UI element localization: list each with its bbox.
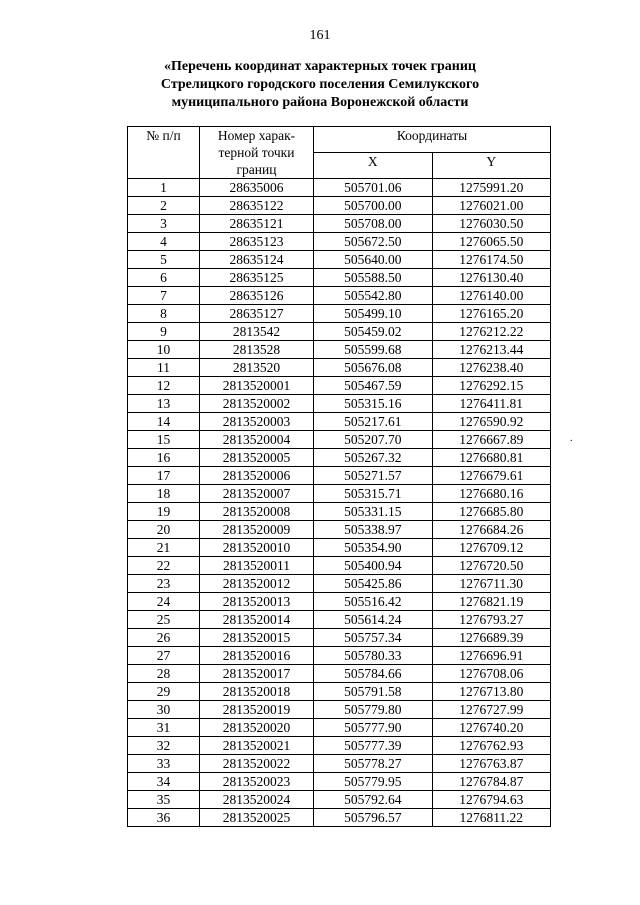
point-number-cell: 2813520018 xyxy=(200,683,314,701)
table-row xyxy=(128,287,551,305)
row-number-cell: 4 xyxy=(128,233,200,251)
point-number-cell: 28635126 xyxy=(200,287,314,305)
x-coordinate-cell: 505499.10 xyxy=(314,305,433,323)
table-row xyxy=(128,521,551,539)
x-coordinate-cell: 505425.86 xyxy=(314,575,433,593)
y-coordinate-cell: 1276794.63 xyxy=(432,791,551,809)
table-row xyxy=(128,341,551,359)
table-row xyxy=(128,629,551,647)
table-row xyxy=(128,773,551,791)
table-row xyxy=(128,593,551,611)
table-row xyxy=(128,755,551,773)
row-number-cell: 21 xyxy=(128,539,200,557)
y-coordinate-cell: 1276713.80 xyxy=(432,683,551,701)
row-number-cell: 29 xyxy=(128,683,200,701)
point-number-cell: 28635122 xyxy=(200,197,314,215)
point-number-cell: 28635121 xyxy=(200,215,314,233)
row-number-cell: 12 xyxy=(128,377,200,395)
header-point-line: границ xyxy=(236,162,277,177)
row-number-cell: 26 xyxy=(128,629,200,647)
row-number-cell: 15 xyxy=(128,431,200,449)
row-number-cell: 22 xyxy=(128,557,200,575)
row-number-cell: 8 xyxy=(128,305,200,323)
table-row xyxy=(128,449,551,467)
table-row xyxy=(128,701,551,719)
x-coordinate-cell: 505779.95 xyxy=(314,773,433,791)
y-coordinate-cell: 1276709.12 xyxy=(432,539,551,557)
point-number-cell: 2813520009 xyxy=(200,521,314,539)
point-number-cell: 2813520010 xyxy=(200,539,314,557)
row-number-cell: 19 xyxy=(128,503,200,521)
x-coordinate-cell: 505315.71 xyxy=(314,485,433,503)
x-coordinate-cell: 505780.33 xyxy=(314,647,433,665)
point-number-cell: 2813520012 xyxy=(200,575,314,593)
table-body xyxy=(128,179,551,827)
x-coordinate-cell: 505354.90 xyxy=(314,539,433,557)
y-coordinate-cell: 1276684.26 xyxy=(432,521,551,539)
point-number-cell: 2813528 xyxy=(200,341,314,359)
table-row xyxy=(128,647,551,665)
y-coordinate-cell: 1276667.89 xyxy=(432,431,551,449)
table-row xyxy=(128,809,551,827)
row-number-cell: 3 xyxy=(128,215,200,233)
x-coordinate-cell: 505331.15 xyxy=(314,503,433,521)
y-coordinate-cell: 1276140.00 xyxy=(432,287,551,305)
table-row xyxy=(128,215,551,233)
point-number-cell: 2813520017 xyxy=(200,665,314,683)
header-point-number xyxy=(200,127,314,179)
table-row xyxy=(128,791,551,809)
point-number-cell: 2813520008 xyxy=(200,503,314,521)
row-number-cell: 28 xyxy=(128,665,200,683)
point-number-cell: 2813520013 xyxy=(200,593,314,611)
title-line-1: «Перечень координат характерных точек границ xyxy=(164,59,476,74)
row-number-cell: 35 xyxy=(128,791,200,809)
y-coordinate-cell: 1276685.80 xyxy=(432,503,551,521)
y-coordinate-cell: 1276679.61 xyxy=(432,467,551,485)
row-number-cell: 11 xyxy=(128,359,200,377)
table-row xyxy=(128,431,551,449)
row-number-cell: 34 xyxy=(128,773,200,791)
point-number-cell: 2813520024 xyxy=(200,791,314,809)
row-number-cell: 33 xyxy=(128,755,200,773)
y-coordinate-cell: 1276130.40 xyxy=(432,269,551,287)
point-number-cell: 2813520003 xyxy=(200,413,314,431)
point-number-cell: 28635127 xyxy=(200,305,314,323)
row-number-cell: 18 xyxy=(128,485,200,503)
coordinates-table xyxy=(127,126,551,827)
y-coordinate-cell: 1276174.50 xyxy=(432,251,551,269)
row-number-cell: 31 xyxy=(128,719,200,737)
header-y: Y xyxy=(432,153,551,179)
row-number-cell: 24 xyxy=(128,593,200,611)
point-number-cell: 2813520004 xyxy=(200,431,314,449)
y-coordinate-cell: 1276030.50 xyxy=(432,215,551,233)
row-number-cell: 32 xyxy=(128,737,200,755)
point-number-cell: 2813542 xyxy=(200,323,314,341)
stray-dot: . xyxy=(570,433,573,444)
header-x: X xyxy=(314,153,433,179)
y-coordinate-cell: 1276021.00 xyxy=(432,197,551,215)
y-coordinate-cell: 1276763.87 xyxy=(432,755,551,773)
y-coordinate-cell: 1276740.20 xyxy=(432,719,551,737)
x-coordinate-cell: 505267.32 xyxy=(314,449,433,467)
table-row xyxy=(128,503,551,521)
header-point-line: терной точки xyxy=(218,145,295,160)
header-point-line: Номер харак- xyxy=(217,128,296,143)
point-number-cell: 2813520002 xyxy=(200,395,314,413)
row-number-cell: 27 xyxy=(128,647,200,665)
x-coordinate-cell: 505315.16 xyxy=(314,395,433,413)
y-coordinate-cell: 1276720.50 xyxy=(432,557,551,575)
row-number-cell: 14 xyxy=(128,413,200,431)
point-number-cell: 2813520023 xyxy=(200,773,314,791)
point-number-cell: 2813520015 xyxy=(200,629,314,647)
y-coordinate-cell: 1276708.06 xyxy=(432,665,551,683)
x-coordinate-cell: 505676.08 xyxy=(314,359,433,377)
table-row xyxy=(128,413,551,431)
table-row xyxy=(128,305,551,323)
point-number-cell: 2813520021 xyxy=(200,737,314,755)
x-coordinate-cell: 505796.57 xyxy=(314,809,433,827)
x-coordinate-cell: 505588.50 xyxy=(314,269,433,287)
y-coordinate-cell: 1276165.20 xyxy=(432,305,551,323)
table-row xyxy=(128,197,551,215)
x-coordinate-cell: 505400.94 xyxy=(314,557,433,575)
point-number-cell: 2813520014 xyxy=(200,611,314,629)
x-coordinate-cell: 505779.80 xyxy=(314,701,433,719)
point-number-cell: 28635124 xyxy=(200,251,314,269)
y-coordinate-cell: 1276065.50 xyxy=(432,233,551,251)
x-coordinate-cell: 505672.50 xyxy=(314,233,433,251)
point-number-cell: 2813520011 xyxy=(200,557,314,575)
row-number-cell: 25 xyxy=(128,611,200,629)
x-coordinate-cell: 505784.66 xyxy=(314,665,433,683)
table-row xyxy=(128,323,551,341)
x-coordinate-cell: 505599.68 xyxy=(314,341,433,359)
x-coordinate-cell: 505207.70 xyxy=(314,431,433,449)
x-coordinate-cell: 505778.27 xyxy=(314,755,433,773)
x-coordinate-cell: 505792.64 xyxy=(314,791,433,809)
point-number-cell: 2813520022 xyxy=(200,755,314,773)
table-row xyxy=(128,485,551,503)
page-number: 161 xyxy=(309,28,331,43)
x-coordinate-cell: 505467.59 xyxy=(314,377,433,395)
x-coordinate-cell: 505271.57 xyxy=(314,467,433,485)
x-coordinate-cell: 505757.34 xyxy=(314,629,433,647)
y-coordinate-cell: 1276689.39 xyxy=(432,629,551,647)
table-row xyxy=(128,179,551,197)
point-number-cell: 2813520 xyxy=(200,359,314,377)
title-line-2: Стрелицкого городского поселения Семилукского xyxy=(160,77,480,92)
y-coordinate-cell: 1276793.27 xyxy=(432,611,551,629)
x-coordinate-cell: 505614.24 xyxy=(314,611,433,629)
point-number-cell: 28635125 xyxy=(200,269,314,287)
row-number-cell: 9 xyxy=(128,323,200,341)
point-number-cell: 2813520025 xyxy=(200,809,314,827)
x-coordinate-cell: 505459.02 xyxy=(314,323,433,341)
header-row-number: № п/п xyxy=(128,127,200,179)
point-number-cell: 2813520019 xyxy=(200,701,314,719)
table-row xyxy=(128,575,551,593)
x-coordinate-cell: 505542.80 xyxy=(314,287,433,305)
y-coordinate-cell: 1276784.87 xyxy=(432,773,551,791)
table-row xyxy=(128,377,551,395)
row-number-cell: 20 xyxy=(128,521,200,539)
y-coordinate-cell: 1275991.20 xyxy=(432,179,551,197)
y-coordinate-cell: 1276411.81 xyxy=(432,395,551,413)
point-number-cell: 28635123 xyxy=(200,233,314,251)
row-number-cell: 16 xyxy=(128,449,200,467)
x-coordinate-cell: 505777.90 xyxy=(314,719,433,737)
table-row xyxy=(128,737,551,755)
table-row xyxy=(128,719,551,737)
row-number-cell: 30 xyxy=(128,701,200,719)
table-row xyxy=(128,611,551,629)
row-number-cell: 7 xyxy=(128,287,200,305)
table-row xyxy=(128,269,551,287)
table-row xyxy=(128,683,551,701)
table-row xyxy=(128,557,551,575)
table-row xyxy=(128,359,551,377)
point-number-cell: 2813520005 xyxy=(200,449,314,467)
point-number-cell: 2813520006 xyxy=(200,467,314,485)
y-coordinate-cell: 1276680.16 xyxy=(432,485,551,503)
point-number-cell: 2813520007 xyxy=(200,485,314,503)
document-title xyxy=(60,58,580,112)
table-row xyxy=(128,665,551,683)
y-coordinate-cell: 1276811.22 xyxy=(432,809,551,827)
y-coordinate-cell: 1276727.99 xyxy=(432,701,551,719)
header-coordinates: Координаты xyxy=(314,127,551,153)
row-number-cell: 2 xyxy=(128,197,200,215)
row-number-cell: 5 xyxy=(128,251,200,269)
point-number-cell: 28635006 xyxy=(200,179,314,197)
x-coordinate-cell: 505777.39 xyxy=(314,737,433,755)
row-number-cell: 23 xyxy=(128,575,200,593)
x-coordinate-cell: 505708.00 xyxy=(314,215,433,233)
x-coordinate-cell: 505700.00 xyxy=(314,197,433,215)
x-coordinate-cell: 505217.61 xyxy=(314,413,433,431)
table-row xyxy=(128,395,551,413)
point-number-cell: 2813520001 xyxy=(200,377,314,395)
y-coordinate-cell: 1276238.40 xyxy=(432,359,551,377)
y-coordinate-cell: 1276696.91 xyxy=(432,647,551,665)
y-coordinate-cell: 1276213.44 xyxy=(432,341,551,359)
row-number-cell: 13 xyxy=(128,395,200,413)
x-coordinate-cell: 505640.00 xyxy=(314,251,433,269)
row-number-cell: 10 xyxy=(128,341,200,359)
y-coordinate-cell: 1276212.22 xyxy=(432,323,551,341)
table-row xyxy=(128,539,551,557)
y-coordinate-cell: 1276680.81 xyxy=(432,449,551,467)
table-row xyxy=(128,233,551,251)
x-coordinate-cell: 505516.42 xyxy=(314,593,433,611)
row-number-cell: 6 xyxy=(128,269,200,287)
x-coordinate-cell: 505338.97 xyxy=(314,521,433,539)
table-row xyxy=(128,467,551,485)
y-coordinate-cell: 1276590.92 xyxy=(432,413,551,431)
y-coordinate-cell: 1276821.19 xyxy=(432,593,551,611)
x-coordinate-cell: 505791.58 xyxy=(314,683,433,701)
y-coordinate-cell: 1276762.93 xyxy=(432,737,551,755)
x-coordinate-cell: 505701.06 xyxy=(314,179,433,197)
row-number-cell: 17 xyxy=(128,467,200,485)
point-number-cell: 2813520020 xyxy=(200,719,314,737)
point-number-cell: 2813520016 xyxy=(200,647,314,665)
y-coordinate-cell: 1276292.15 xyxy=(432,377,551,395)
row-number-cell: 36 xyxy=(128,809,200,827)
y-coordinate-cell: 1276711.30 xyxy=(432,575,551,593)
table-row xyxy=(128,251,551,269)
title-line-3: муниципального района Воронежской области xyxy=(171,95,469,110)
row-number-cell: 1 xyxy=(128,179,200,197)
